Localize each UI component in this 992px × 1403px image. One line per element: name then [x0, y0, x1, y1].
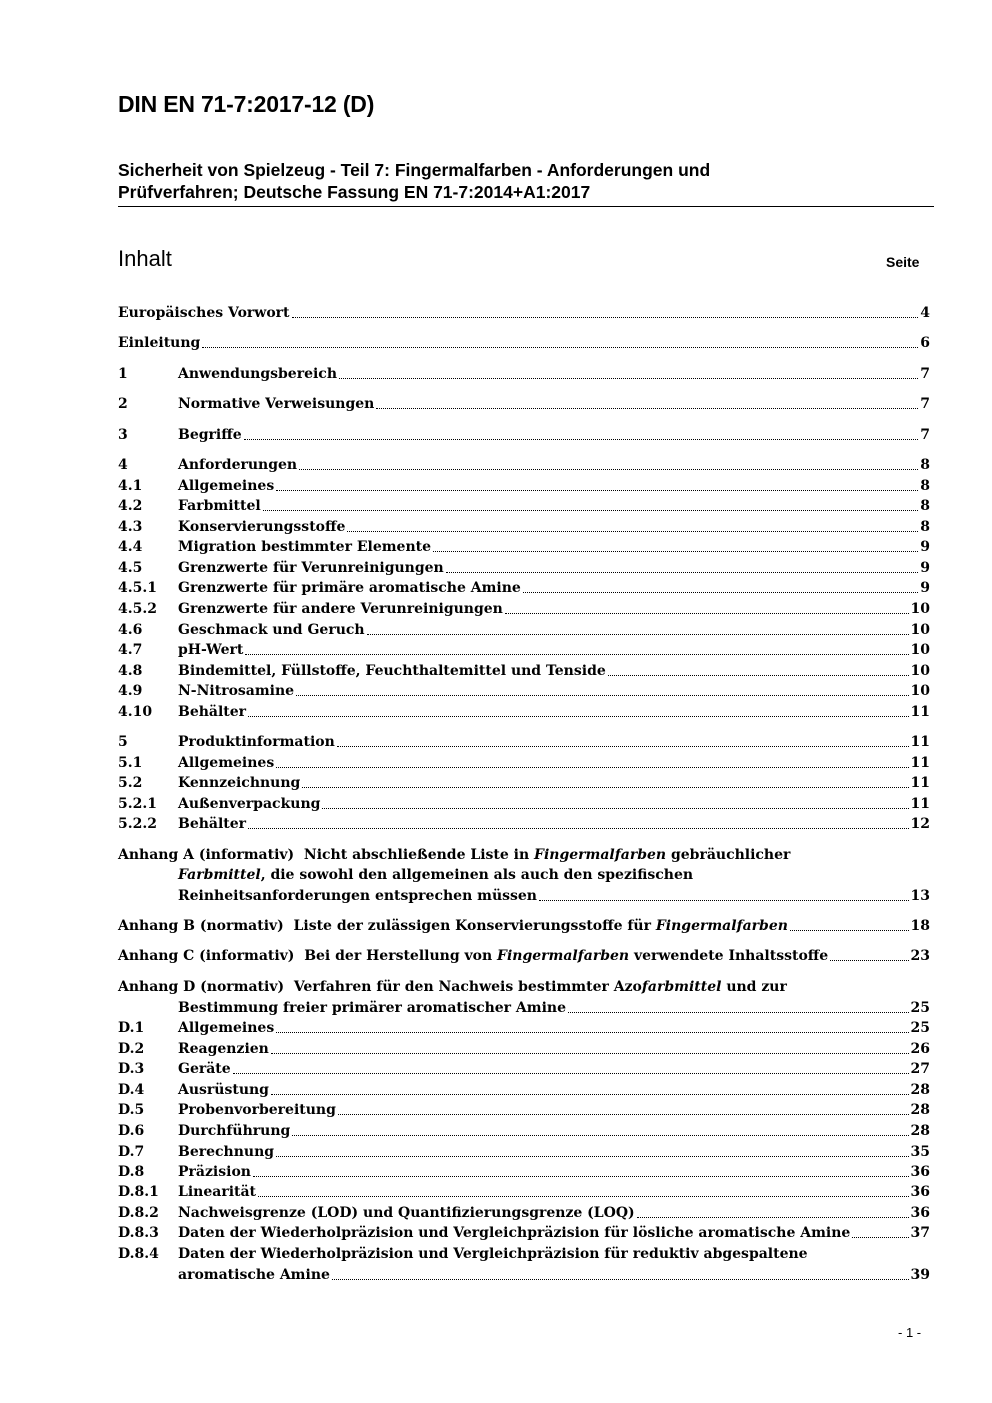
toc-entry-number: D.6 [118, 1123, 145, 1139]
toc-entry[interactable] [118, 1223, 930, 1243]
annex-a-italic: Fingermalfarben [534, 847, 667, 863]
toc-entry-number: 5.1 [118, 755, 143, 771]
subtitle-line-2: Prüfverfahren; Deutsche Fassung EN 71-7:2014+A1:2017 [118, 182, 591, 202]
toc-entry-number: 5 [118, 734, 128, 750]
toc-entry-title: Behälter [178, 816, 247, 832]
toc-entry-page: 28 [910, 1102, 930, 1118]
toc-entry-page: 11 [910, 704, 930, 720]
toc-entry-title: pH-Wert [178, 642, 244, 658]
toc-entry-page: 36 [910, 1205, 930, 1221]
dot-leader [376, 408, 918, 409]
toc-entry-title: Linearität [178, 1184, 257, 1200]
toc-entry-number: D.8.1 [118, 1184, 159, 1200]
toc-entry[interactable] [118, 1059, 930, 1079]
toc-entry[interactable] [118, 620, 930, 640]
toc-entry[interactable] [118, 303, 930, 323]
dot-leader [568, 1012, 909, 1013]
toc-entry[interactable] [118, 517, 930, 537]
dot-leader [292, 1135, 908, 1136]
toc-entry[interactable] [118, 1018, 930, 1038]
document-number: DIN EN 71-7:2017-12 (D) [118, 91, 375, 117]
toc-entry-page: 36 [910, 1164, 930, 1180]
toc-entry[interactable] [118, 496, 930, 516]
toc-entry-title: Allgemeines [178, 1020, 275, 1036]
toc-heading: Inhalt [118, 246, 172, 271]
dot-leader [299, 469, 918, 470]
toc-entry-title: Reagenzien [178, 1041, 269, 1057]
dot-leader [852, 1237, 908, 1238]
toc-entry[interactable] [118, 1142, 930, 1162]
toc-entry[interactable] [118, 1100, 930, 1120]
toc-entry-page: 10 [910, 683, 930, 699]
dot-leader [433, 551, 918, 552]
toc-entry-page: 8 [920, 478, 930, 494]
annex-c-text-2: verwendete Inhaltsstoffe [629, 948, 829, 964]
toc-entry-title: Außenverpackung [178, 796, 321, 812]
toc-entry-title: Probenvorbereitung [178, 1102, 336, 1118]
toc-entry-number: 4.5 [118, 560, 143, 576]
dot-leader [276, 1032, 908, 1033]
toc-entry-title: Produktinformation [178, 734, 335, 750]
toc-entry[interactable] [118, 1203, 930, 1223]
toc-entry-page: 7 [920, 366, 930, 382]
toc-entry-page: 28 [910, 1123, 930, 1139]
annex-b-page: 18 [910, 918, 930, 934]
toc-entry-number: 4.5.2 [118, 601, 157, 617]
dot-leader [790, 930, 909, 931]
d84-line-1[interactable]: Daten der Wiederholpräzision und Vergleichpräzision für reduktiv abgespaltene [178, 1246, 808, 1262]
annex-d-line-1[interactable] [118, 977, 787, 997]
annex-c-italic: Fingermalfarben [497, 948, 630, 964]
toc-entry[interactable] [118, 681, 930, 701]
toc-entry[interactable] [118, 599, 930, 619]
toc-entry-number: 4.7 [118, 642, 143, 658]
toc-entry[interactable] [118, 333, 930, 353]
toc-entry-page: 11 [910, 796, 930, 812]
toc-entry[interactable] [118, 640, 930, 660]
annex-d-text: Verfahren für den Nachweis bestimmter Azo [293, 979, 642, 995]
toc-entry-page: 8 [920, 498, 930, 514]
dot-leader [248, 828, 908, 829]
toc-entry-page: 27 [910, 1061, 930, 1077]
dot-leader [292, 317, 919, 318]
toc-entry-title: N-Nitrosamine [178, 683, 295, 699]
toc-entry-title: Präzision [178, 1164, 251, 1180]
annex-c-page: 23 [910, 948, 930, 964]
toc-entry[interactable] [118, 537, 930, 557]
toc-entry[interactable] [118, 814, 930, 834]
toc-entry-number: 4.4 [118, 539, 143, 555]
annex-b-entry[interactable] [118, 916, 930, 936]
toc-entry-title: Durchführung [178, 1123, 291, 1139]
annex-b-prefix: Anhang B (normativ) [118, 918, 284, 934]
toc-entry[interactable] [118, 661, 930, 681]
dot-leader [339, 378, 918, 379]
toc-entry-number: 3 [118, 427, 128, 443]
toc-entry-number: 4.9 [118, 683, 143, 699]
toc-entry-page: 37 [910, 1225, 930, 1241]
toc-entry-title: Bindemittel, Füllstoffe, Feuchthaltemittel und Tenside [178, 663, 606, 679]
annex-a-title-end: Reinheitsanforderungen entsprechen müssen [178, 888, 537, 904]
toc-entry-page: 8 [920, 519, 930, 535]
toc-entry[interactable] [118, 1039, 930, 1059]
toc-entry[interactable] [178, 1265, 930, 1285]
page-number: - 1 - [898, 1325, 922, 1340]
toc-entry-page: 39 [910, 1267, 930, 1283]
toc-entry-number: Europäisches Vorwort [118, 305, 290, 321]
toc-entry-number: Einleitung [118, 335, 201, 351]
annex-d-line-2[interactable] [178, 998, 930, 1018]
toc-entry[interactable] [118, 702, 930, 722]
toc-entry-number: D.8.3 [118, 1225, 159, 1241]
toc-entry[interactable] [118, 394, 930, 414]
toc-entry-title: Behälter [178, 704, 247, 720]
annex-a-prefix: Anhang A (informativ) [118, 847, 295, 863]
dot-leader [446, 572, 919, 573]
annex-a-text-3: , die sowohl den allgemeinen als auch den spezifischen [260, 867, 694, 883]
dot-leader [263, 510, 919, 511]
toc-entry-title: Daten der Wiederholpräzision und Vergleichpräzision für lösliche aromatische Amine [178, 1225, 851, 1241]
toc-entry-page: 6 [920, 335, 930, 351]
annex-c-text: Bei der Herstellung von [304, 948, 498, 964]
toc-entry[interactable] [118, 476, 930, 496]
toc-entry-number: D.1 [118, 1020, 145, 1036]
dot-leader [271, 1094, 909, 1095]
dot-leader [248, 716, 908, 717]
toc-entry-number: 5.2.1 [118, 796, 157, 812]
toc-entry-number: 5.2.2 [118, 816, 157, 832]
toc-entry[interactable] [118, 773, 930, 793]
toc-entry-number: 4.1 [118, 478, 143, 494]
toc-entry-page: 25 [910, 1020, 930, 1036]
toc-entry-title: Nachweisgrenze (LOD) und Quantifizierungsgrenze (LOQ) [178, 1205, 635, 1221]
dot-leader [322, 808, 908, 809]
toc-entry-title: Kennzeichnung [178, 775, 301, 791]
annex-b-title [118, 916, 788, 936]
toc-entry-page: 35 [910, 1144, 930, 1160]
annex-a-line-3[interactable] [178, 886, 930, 906]
toc-entry-page: 11 [910, 755, 930, 771]
toc-entry-number: 4.2 [118, 498, 143, 514]
annex-a-page: 13 [910, 888, 930, 904]
dot-leader [608, 675, 909, 676]
toc-entry-title: Geräte [178, 1061, 231, 1077]
dot-leader [505, 613, 909, 614]
toc-entry-number: D.8 [118, 1164, 145, 1180]
dot-leader [338, 1114, 909, 1115]
toc-entry-number: 4.10 [118, 704, 153, 720]
annex-b-italic: Fingermalfarben [655, 918, 788, 934]
annex-a-line-2[interactable] [178, 865, 693, 885]
toc-entry-number: 4 [118, 457, 128, 473]
annex-b-text: Liste der zulässigen Konservierungsstoffe für [293, 918, 656, 934]
toc-entry-page: 8 [920, 457, 930, 473]
dot-leader [271, 1053, 909, 1054]
dot-leader [276, 767, 908, 768]
toc-entry-title: Ausrüstung [178, 1082, 269, 1098]
toc-entry-number: 4.6 [118, 622, 143, 638]
toc-entry-title: Begriffe [178, 427, 242, 443]
toc-entry-title: Allgemeines [178, 478, 275, 494]
toc-entry-title: Berechnung [178, 1144, 275, 1160]
toc-entry-page: 10 [910, 642, 930, 658]
toc-entry-page: 26 [910, 1041, 930, 1057]
toc-entry-page: 7 [920, 396, 930, 412]
toc-entry-title: Grenzwerte für andere Verunreinigungen [178, 601, 503, 617]
toc-entry-title: Geschmack und Geruch [178, 622, 365, 638]
toc-entry-title: Grenzwerte für primäre aromatische Amine [178, 580, 521, 596]
annex-c-prefix: Anhang C (informativ) [118, 948, 295, 964]
toc-entry-number: D.3 [118, 1061, 145, 1077]
toc-entry-title: aromatische Amine [178, 1267, 330, 1283]
toc-entry-number: 4.8 [118, 663, 143, 679]
dot-leader [244, 439, 919, 440]
toc-entry-title: Grenzwerte für Verunreinigungen [178, 560, 444, 576]
dot-leader [539, 900, 909, 901]
toc-entry-title: Normative Verweisungen [178, 396, 375, 412]
toc-entry[interactable] [118, 558, 930, 578]
dot-leader [347, 531, 918, 532]
dot-leader [296, 695, 908, 696]
annex-a-text: Nicht abschließende Liste in [303, 847, 535, 863]
toc-entry-title: Anwendungsbereich [178, 366, 337, 382]
dot-leader [523, 592, 918, 593]
dot-leader [337, 746, 909, 747]
subtitle-line-1: Sicherheit von Spielzeug - Teil 7: Fingermalfarben - Anforderungen und [118, 160, 711, 180]
toc-entry-page: 12 [910, 816, 930, 832]
toc-entry[interactable] [118, 732, 930, 752]
document-subtitle [118, 159, 710, 203]
toc-entry-title: Allgemeines [178, 755, 275, 771]
annex-a-line-1[interactable] [118, 845, 790, 865]
annex-d-italic: farbmittel [641, 979, 722, 995]
annex-d-prefix: Anhang D (normativ) [118, 979, 285, 995]
toc-entry-page: 9 [920, 539, 930, 555]
toc-entry-page: 7 [920, 427, 930, 443]
toc-entry[interactable] [118, 753, 930, 773]
toc-entry-page: 9 [920, 580, 930, 596]
toc-entry-number: 1 [118, 366, 128, 382]
toc-entry-number: D.2 [118, 1041, 145, 1057]
toc-entry-title: Anforderungen [178, 457, 298, 473]
dot-leader [253, 1176, 909, 1177]
dot-leader [302, 787, 908, 788]
toc-entry[interactable] [118, 1080, 930, 1100]
dot-leader [332, 1279, 909, 1280]
annex-d-page: 25 [910, 1000, 930, 1016]
toc-entry-page: 11 [910, 775, 930, 791]
toc-entry-page: 10 [910, 663, 930, 679]
dot-leader [258, 1196, 908, 1197]
annex-c-title [118, 946, 828, 966]
annex-a-text-2: gebräuchlicher [666, 847, 791, 863]
dot-leader [233, 1073, 909, 1074]
toc-entry[interactable] [118, 425, 930, 445]
toc-entry[interactable] [118, 455, 930, 475]
annex-a-italic-2: Farbmittel [178, 867, 261, 883]
toc-entry-title: Migration bestimmter Elemente [178, 539, 432, 555]
toc-entry-page: 10 [910, 601, 930, 617]
toc-entry-number: 5.2 [118, 775, 143, 791]
toc-entry[interactable] [118, 364, 930, 384]
toc-entry-page: 10 [910, 622, 930, 638]
dot-leader [367, 634, 909, 635]
toc-entry[interactable] [118, 578, 930, 598]
toc-entry-number: 4.3 [118, 519, 143, 535]
toc-entry-number: D.8.2 [118, 1205, 159, 1221]
annex-d-text-2: und zur [721, 979, 787, 995]
toc-entry[interactable] [118, 1162, 930, 1182]
d84-number: D.8.4 [118, 1246, 159, 1262]
toc-entry-number: 2 [118, 396, 128, 412]
toc-entry-page: 36 [910, 1184, 930, 1200]
toc-entry-page: 11 [910, 734, 930, 750]
header-rule [118, 206, 934, 207]
toc-entry-title: Farbmittel [178, 498, 261, 514]
toc-entry-number: D.4 [118, 1082, 145, 1098]
toc-entry-page: 9 [920, 560, 930, 576]
dot-leader [202, 347, 918, 348]
toc-entry[interactable] [118, 794, 930, 814]
toc-entry-page: 4 [920, 305, 930, 321]
toc-entry[interactable] [118, 1182, 930, 1202]
annex-d-title-end: Bestimmung freier primärer aromatischer Amine [178, 1000, 567, 1016]
dot-leader [637, 1217, 909, 1218]
dot-leader [276, 1156, 908, 1157]
toc-entry-number: D.7 [118, 1144, 145, 1160]
toc-entry-number: D.5 [118, 1102, 145, 1118]
toc-entry-number: 4.5.1 [118, 580, 157, 596]
annex-c-entry[interactable] [118, 946, 930, 966]
dot-leader [830, 960, 908, 961]
dot-leader [245, 654, 908, 655]
toc-entry[interactable] [118, 1121, 930, 1141]
toc-page-label: Seite [886, 254, 920, 270]
toc-entry-page: 28 [910, 1082, 930, 1098]
dot-leader [276, 490, 918, 491]
toc-entry-title: Konservierungsstoffe [178, 519, 346, 535]
